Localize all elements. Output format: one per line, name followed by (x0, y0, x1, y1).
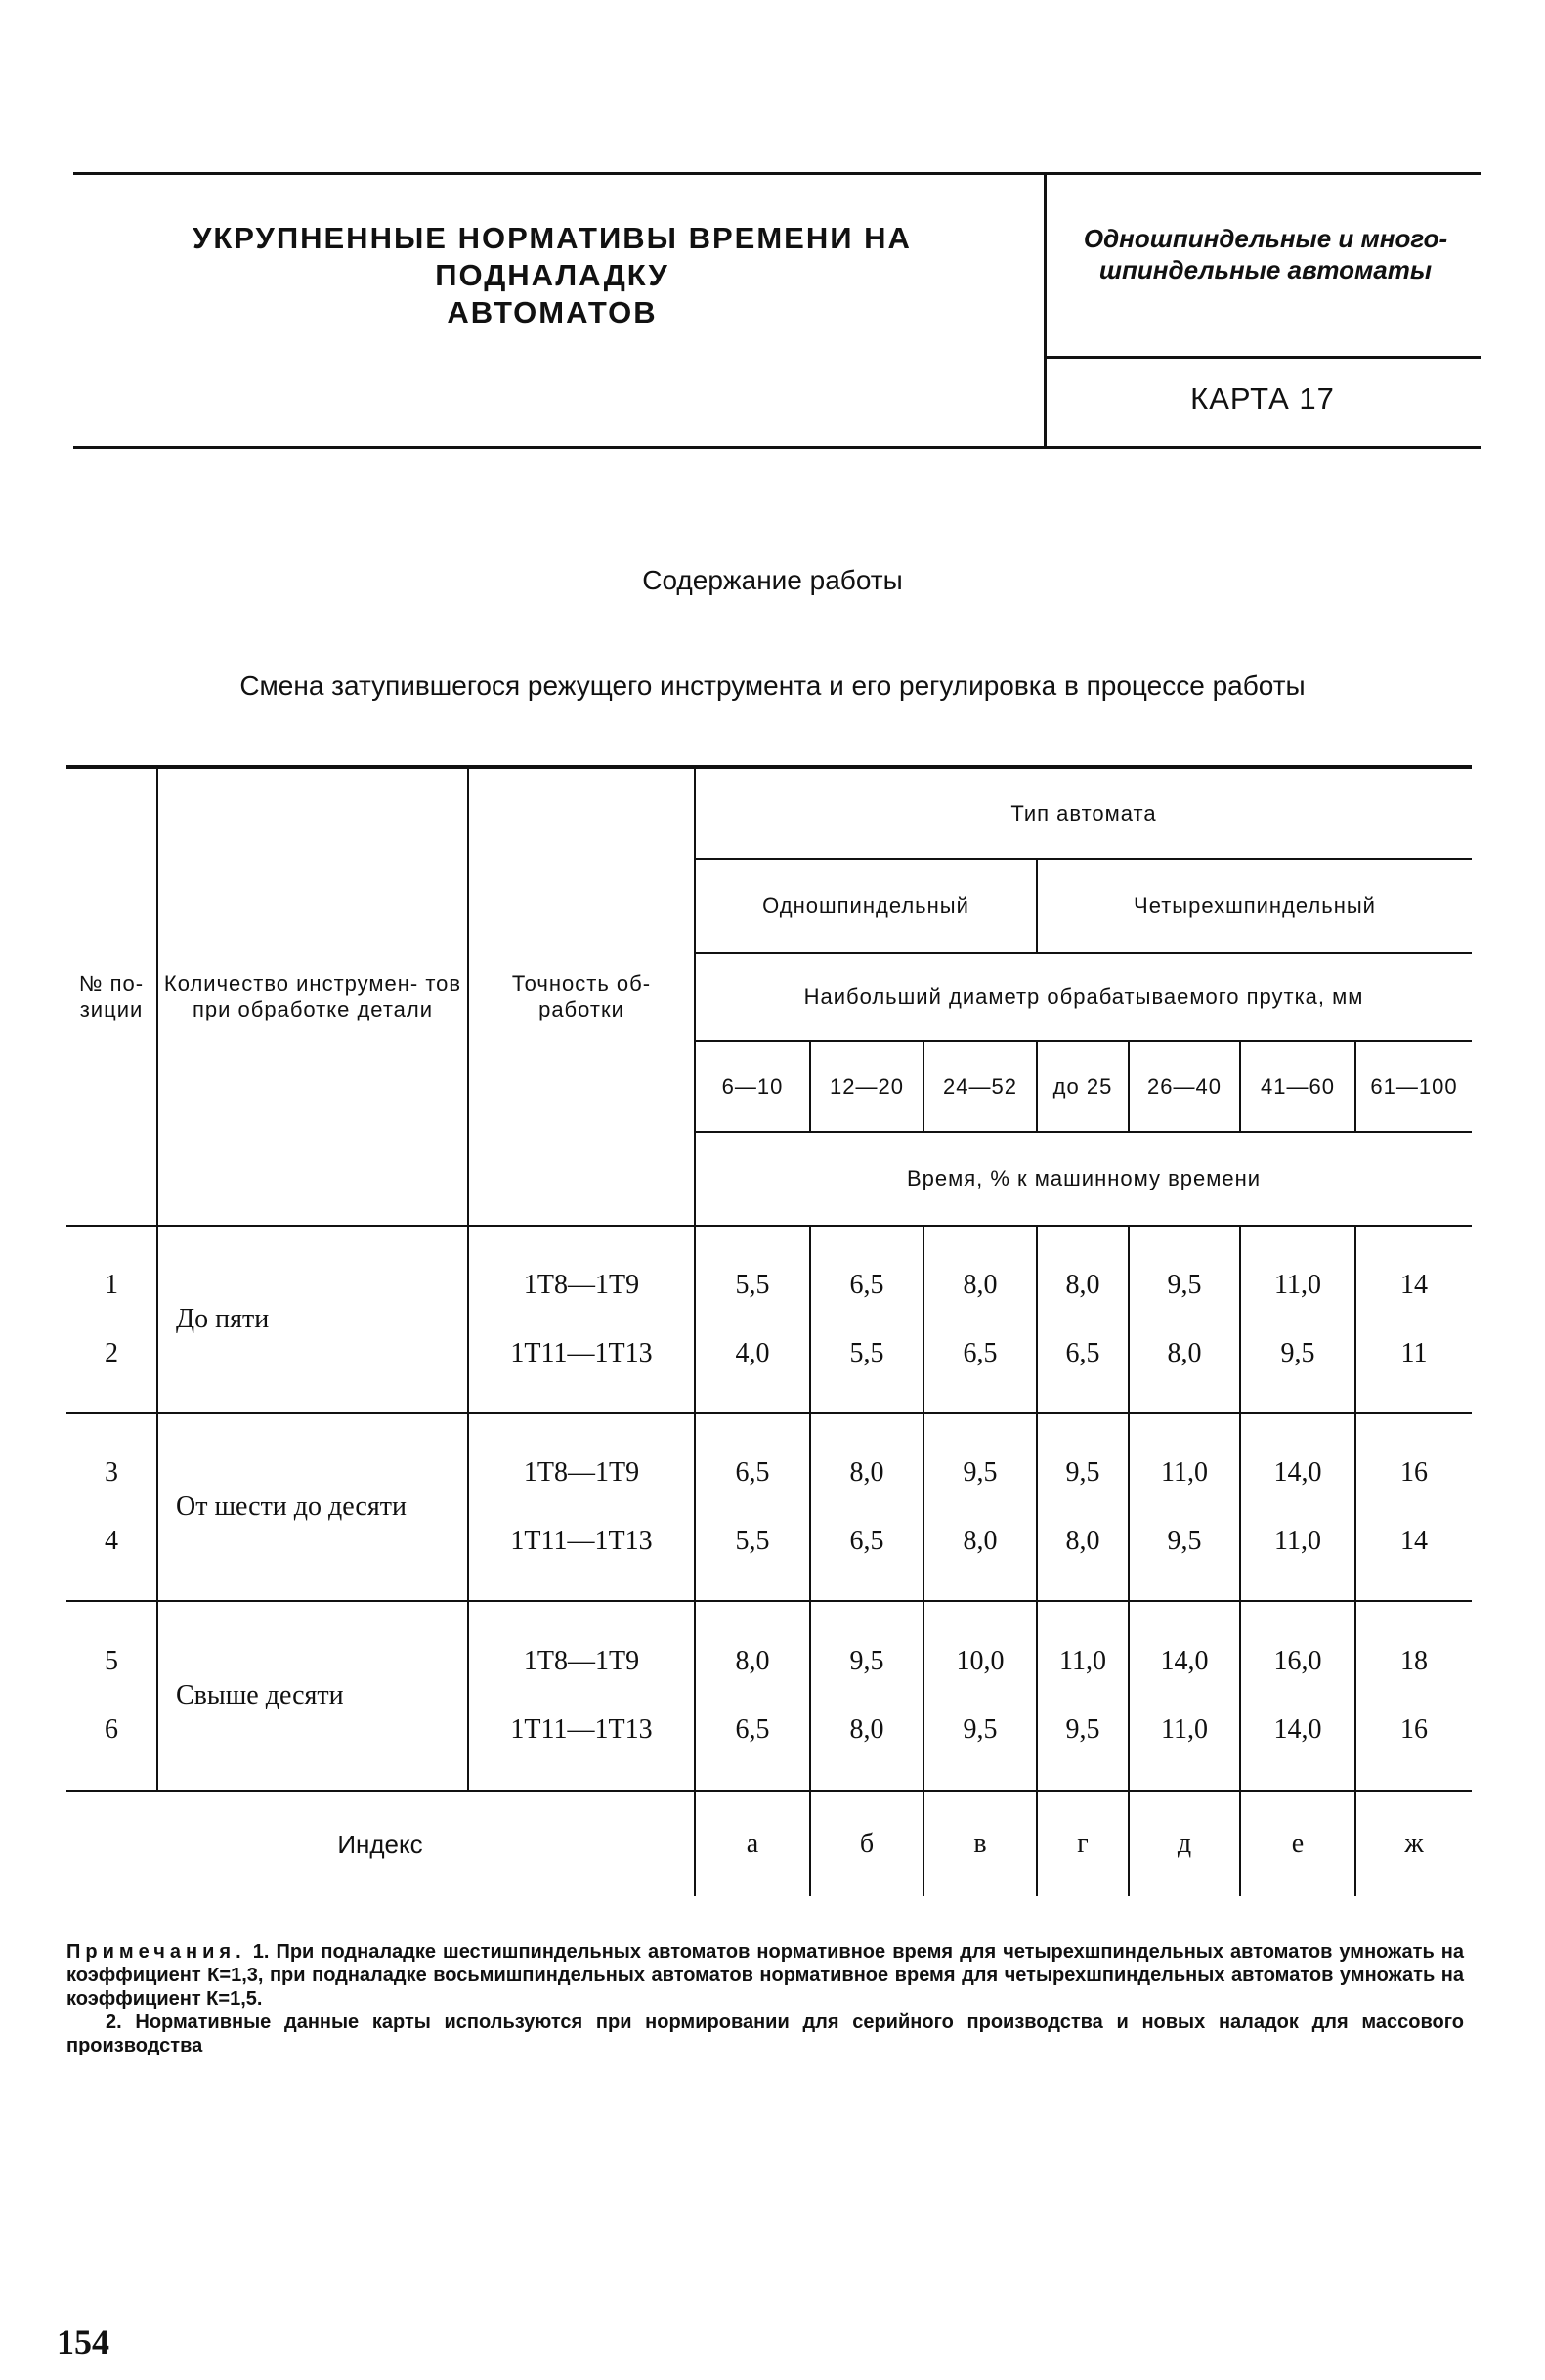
tools-count-label: От шести до десяти (157, 1413, 468, 1601)
index-letter: в (923, 1791, 1037, 1896)
diameter-cell: 12—20 (810, 1041, 923, 1132)
title-line-2: АВТОМАТОВ (447, 295, 658, 329)
time-value: 8,0 (963, 1270, 998, 1300)
subtitle-line-1: Одношпиндельные и много- (1083, 224, 1448, 253)
time-value: 16 (1400, 1457, 1428, 1488)
work-content-label: Содержание работы (642, 565, 903, 595)
norms-table (66, 765, 1472, 1896)
position-number: 2 (105, 1338, 118, 1368)
time-value: 14 (1400, 1270, 1428, 1300)
index-letter: д (1129, 1791, 1240, 1896)
table-row (66, 1601, 1472, 1791)
tools-count-label: До пяти (157, 1226, 468, 1413)
time-value: 6,5 (735, 1714, 770, 1745)
time-value: 8,0 (849, 1457, 884, 1488)
card-number: КАРТА 17 (1190, 381, 1335, 415)
notes (66, 1940, 1464, 2057)
note-2: 2. Нормативные данные карты используются при нормировании для серийного производства и новых наладок для массового производства (66, 2012, 1464, 2056)
subtitle-line-2: шпиндельные автоматы (1098, 255, 1433, 284)
time-value: 14 (1400, 1526, 1428, 1556)
header-bottom-rule (73, 446, 1481, 449)
accuracy-header: Точность об- работки (468, 767, 695, 1226)
time-value: 6,5 (1065, 1338, 1100, 1368)
max-diameter-header: Наибольший диаметр обрабатываемого прутка, мм (695, 953, 1472, 1041)
position-number: 5 (105, 1646, 118, 1676)
time-value: 5,5 (849, 1338, 884, 1368)
time-value: 8,0 (1065, 1270, 1100, 1300)
time-value: 18 (1400, 1646, 1428, 1676)
time-value: 4,0 (735, 1338, 770, 1368)
position-number: 6 (105, 1714, 118, 1745)
time-value: 8,0 (735, 1646, 770, 1676)
tools-count-label: Свыше десяти (157, 1601, 468, 1791)
tools-count-header: Количество инструмен- тов при обработке детали (157, 767, 468, 1226)
time-value: 9,5 (1167, 1270, 1202, 1300)
time-value: 11,0 (1059, 1646, 1106, 1676)
time-value: 11,0 (1161, 1457, 1208, 1488)
diameter-cell: 26—40 (1129, 1041, 1240, 1132)
position-number: 1 (105, 1270, 118, 1300)
time-value: 9,5 (963, 1457, 998, 1488)
index-letter: а (695, 1791, 810, 1896)
index-letter: е (1240, 1791, 1355, 1896)
time-value: 9,5 (1065, 1714, 1100, 1745)
time-value: 6,5 (735, 1457, 770, 1488)
time-value: 5,5 (735, 1270, 770, 1300)
time-value: 6,5 (963, 1338, 998, 1368)
diameter-cell: 61—100 (1355, 1041, 1472, 1132)
index-row (66, 1791, 1472, 1896)
title-line-1: УКРУПНЕННЫЕ НОРМАТИВЫ ВРЕМЕНИ НА ПОДНАЛАДКУ (193, 221, 912, 292)
time-value: 9,5 (1280, 1338, 1315, 1368)
time-value: 14,0 (1273, 1457, 1322, 1488)
position-number: 4 (105, 1526, 118, 1556)
machine-type-header: Тип автомата (695, 767, 1472, 859)
index-letter: ж (1355, 1791, 1472, 1896)
accuracy-value: 1Т8—1Т9 (523, 1270, 640, 1300)
note-1-text: 1. При подналадке шестишпиндельных автоматов нормативное время для четырехшпиндельных автоматов умножать на коэффициент К=1,3, при подналадке восьмишпиндельных автоматов нормативное время для четырехшпиндельных автоматов умножать на коэффициент К=1,5. (66, 1941, 1464, 2010)
index-letter: г (1037, 1791, 1129, 1896)
accuracy-value: 1Т11—1Т13 (510, 1338, 653, 1368)
position-header: № по- зиции (66, 767, 157, 1226)
time-value: 9,5 (1065, 1457, 1100, 1488)
work-description: Смена затупившегося режущего инструмента и его регулировка в процессе работы (239, 671, 1306, 701)
time-value: 10,0 (956, 1646, 1005, 1676)
accuracy-value: 1Т11—1Т13 (510, 1526, 653, 1556)
time-value: 11,0 (1161, 1714, 1208, 1745)
time-value: 6,5 (849, 1526, 884, 1556)
single-spindle-header: Одношпиндельный (695, 859, 1037, 953)
accuracy-value: 1Т8—1Т9 (523, 1457, 640, 1488)
time-value: 11,0 (1274, 1526, 1321, 1556)
time-value: 14,0 (1273, 1714, 1322, 1745)
time-value: 8,0 (963, 1526, 998, 1556)
time-value: 16,0 (1273, 1646, 1322, 1676)
header-divider (1044, 172, 1047, 449)
time-value: 11 (1400, 1338, 1428, 1368)
diameter-cell: 41—60 (1240, 1041, 1355, 1132)
note-1 (66, 1940, 1464, 2011)
time-value: 5,5 (735, 1526, 770, 1556)
time-value: 9,5 (849, 1646, 884, 1676)
diameter-cell: до 25 (1037, 1041, 1129, 1132)
time-value: 11,0 (1274, 1270, 1321, 1300)
machine-category (1055, 223, 1476, 285)
table-row (66, 1413, 1472, 1601)
time-value: 8,0 (849, 1714, 884, 1745)
accuracy-value: 1Т8—1Т9 (523, 1646, 640, 1676)
time-value: 8,0 (1167, 1338, 1202, 1368)
table-row (66, 1226, 1472, 1413)
position-number: 3 (105, 1457, 118, 1488)
accuracy-value: 1Т11—1Т13 (510, 1714, 653, 1745)
time-value: 6,5 (849, 1270, 884, 1300)
time-value: 9,5 (963, 1714, 998, 1745)
time-value: 16 (1400, 1714, 1428, 1745)
time-value: 8,0 (1065, 1526, 1100, 1556)
time-value: 14,0 (1160, 1646, 1209, 1676)
page-number: 154 (57, 2322, 109, 2361)
four-spindle-header: Четырехшпиндельный (1037, 859, 1472, 953)
diameter-cell: 6—10 (695, 1041, 810, 1132)
notes-title: Примечания. (66, 1941, 246, 1963)
time-unit-header: Время, % к машинному времени (695, 1132, 1472, 1226)
header-card-rule (1044, 356, 1481, 359)
index-letter: б (810, 1791, 923, 1896)
header-top-rule (73, 172, 1481, 175)
time-value: 9,5 (1167, 1526, 1202, 1556)
diameter-cell: 24—52 (923, 1041, 1037, 1132)
page-title (78, 220, 1026, 331)
index-label: Индекс (66, 1791, 695, 1896)
